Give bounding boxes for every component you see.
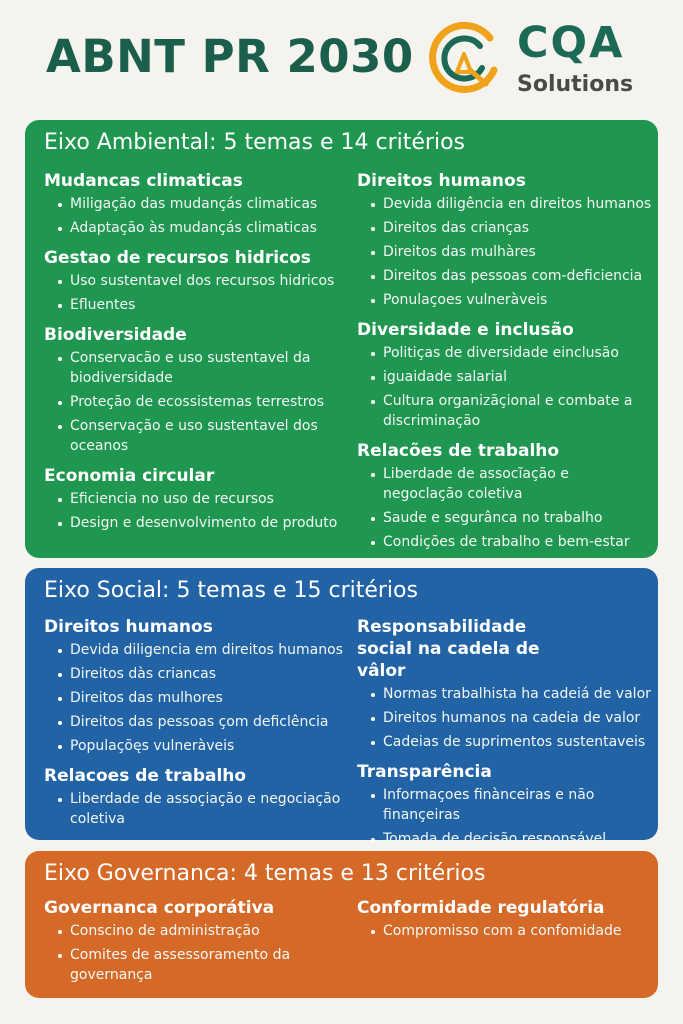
- social-axis-title: Eixo Social: 5 temas e 15 critérios: [44, 578, 418, 603]
- criterion-item: Efluentes: [44, 295, 344, 315]
- theme-title: Biodiversidade: [44, 325, 187, 345]
- criteria-list: [357, 921, 652, 941]
- logo-subtext: Solutions: [517, 72, 634, 97]
- criterion-item: Direitos das pessoas com-deficiencia: [357, 266, 652, 286]
- criterion-item: Direitos das mulhàres: [357, 242, 652, 262]
- theme-regulatory-compliance: [357, 897, 652, 941]
- criterion-item: Comites de assessoramento da governança: [44, 945, 344, 985]
- logo-text: CQA: [517, 18, 625, 68]
- theme-title: Mudancas climaticas: [44, 171, 243, 191]
- criterion-item: Liberdade de assoçiação e negociação coletiva: [44, 789, 344, 829]
- governance-axis-title: Eixo Governanca: 4 temas e 13 critérios: [44, 861, 486, 886]
- criterion-item: Devida diligência en direitos humanos: [357, 194, 652, 214]
- governance-right-column: [357, 897, 652, 950]
- criterion-item: Uso sustentavel dos recursos hidricos: [44, 271, 344, 291]
- page-title: ABNT PR 2030: [46, 30, 414, 83]
- theme-climate-change: [44, 170, 344, 238]
- criterion-item: Cultura organizãçional e combate a discriminação: [357, 391, 652, 431]
- theme-title: Gestao de recursos hidricos: [44, 248, 311, 268]
- theme-labor-relations: [44, 765, 344, 829]
- criterion-item: Direitos das crianças: [357, 218, 652, 238]
- criterion-item: Populaçõęs vulneràveis: [44, 736, 344, 756]
- theme-transparency: [357, 761, 652, 849]
- criterion-item: Saude e segurânca no trabalho: [357, 508, 652, 528]
- criteria-list: [357, 684, 652, 752]
- criteria-list: [44, 194, 344, 238]
- criteria-list: [357, 464, 652, 552]
- theme-diversity-inclusion: [357, 319, 652, 431]
- theme-value-chain-responsibility: [357, 616, 652, 752]
- criterion-item: Informaçoes finànceiras e não finançeiras: [357, 785, 652, 825]
- theme-title: Governanca corporátiva: [44, 898, 275, 918]
- theme-human-rights: [357, 170, 652, 310]
- criterion-item: Proteção de ecossistemas terrestros: [44, 392, 344, 412]
- theme-title: Transparência: [357, 762, 492, 782]
- theme-water-resources: [44, 247, 344, 315]
- environmental-axis-title: Eixo Ambiental: 5 temas e 14 critérios: [44, 130, 465, 155]
- criteria-list: [44, 348, 344, 456]
- theme-title: Conformidade regulatória: [357, 898, 605, 918]
- criterion-item: Conscino de administração: [44, 921, 344, 941]
- criterion-item: Tomada de decisão responsável: [357, 829, 652, 849]
- criteria-list: [44, 921, 344, 985]
- criterion-item: Direitos das mulhores: [44, 688, 344, 708]
- criteria-list: [357, 343, 652, 431]
- criterion-item: Eficiencia no uso de recursos: [44, 489, 344, 509]
- environmental-left-column: [44, 170, 344, 542]
- criterion-item: Normas trabalhista ha cadeiá de valor: [357, 684, 652, 704]
- social-right-column: [357, 616, 652, 858]
- criterion-item: Liberdade de assocĩação e negoclação coletiva: [357, 464, 652, 504]
- theme-title: Diversidade e inclusão: [357, 320, 574, 340]
- theme-labor-relations: [357, 440, 652, 552]
- governance-axis-panel: [25, 851, 658, 998]
- criteria-list: [44, 640, 344, 756]
- criterion-item: Ponulaçoes vulneràveis: [357, 290, 652, 310]
- criteria-list: [44, 789, 344, 829]
- criterion-item: Politiças de diversidade einclusão: [357, 343, 652, 363]
- theme-title: Responsabilidade social na cadela de vâlor: [357, 617, 540, 681]
- theme-title: Direitos humanos: [357, 171, 526, 191]
- criterion-item: Direitos dàs criancas: [44, 664, 344, 684]
- criterion-item: Compromisso com a confomidade: [357, 921, 652, 941]
- criteria-list: [44, 271, 344, 315]
- criterion-item: Direitos humanos na cadeia de valor: [357, 708, 652, 728]
- criteria-list: [357, 785, 652, 849]
- criterion-item: Condições de trabalho e bem-estar: [357, 532, 652, 552]
- criterion-item: Design e desenvolvimento de produto: [44, 513, 344, 533]
- cqa-logo-icon: [424, 18, 502, 96]
- criterion-item: Devida diligencia em direitos humanos: [44, 640, 344, 660]
- criterion-item: Direitos das pessoas çom deficlência: [44, 712, 344, 732]
- header: [0, 0, 683, 118]
- criteria-list: [44, 489, 344, 533]
- social-axis-panel: [25, 568, 658, 847]
- environmental-right-column: [357, 170, 652, 561]
- criterion-item: Conservação e uso sustentavel dos oceanos: [44, 416, 344, 456]
- environmental-axis-panel: [25, 120, 658, 558]
- theme-human-rights: [44, 616, 344, 756]
- criterion-item: Cadeias de suprimentos sustentaveis: [357, 732, 652, 752]
- theme-title: Direitos humanos: [44, 617, 213, 637]
- theme-title: Relacões de trabalho: [357, 441, 560, 461]
- theme-corporate-governance: [44, 897, 344, 985]
- theme-biodiversity: [44, 324, 344, 456]
- governance-left-column: [44, 897, 344, 994]
- theme-title: Relacoes de trabalho: [44, 766, 247, 786]
- theme-circular-economy: [44, 465, 344, 533]
- criteria-list: [357, 194, 652, 310]
- criterion-item: Conservacão e uso sustentavel da biodiversidade: [44, 348, 344, 388]
- theme-title: Economia circular: [44, 466, 215, 486]
- criterion-item: iguaidade salarial: [357, 367, 652, 387]
- social-left-column: [44, 616, 344, 838]
- criterion-item: Miligação das mudançás climaticas: [44, 194, 344, 214]
- criterion-item: Adaptação às mudançás climaticas: [44, 218, 344, 238]
